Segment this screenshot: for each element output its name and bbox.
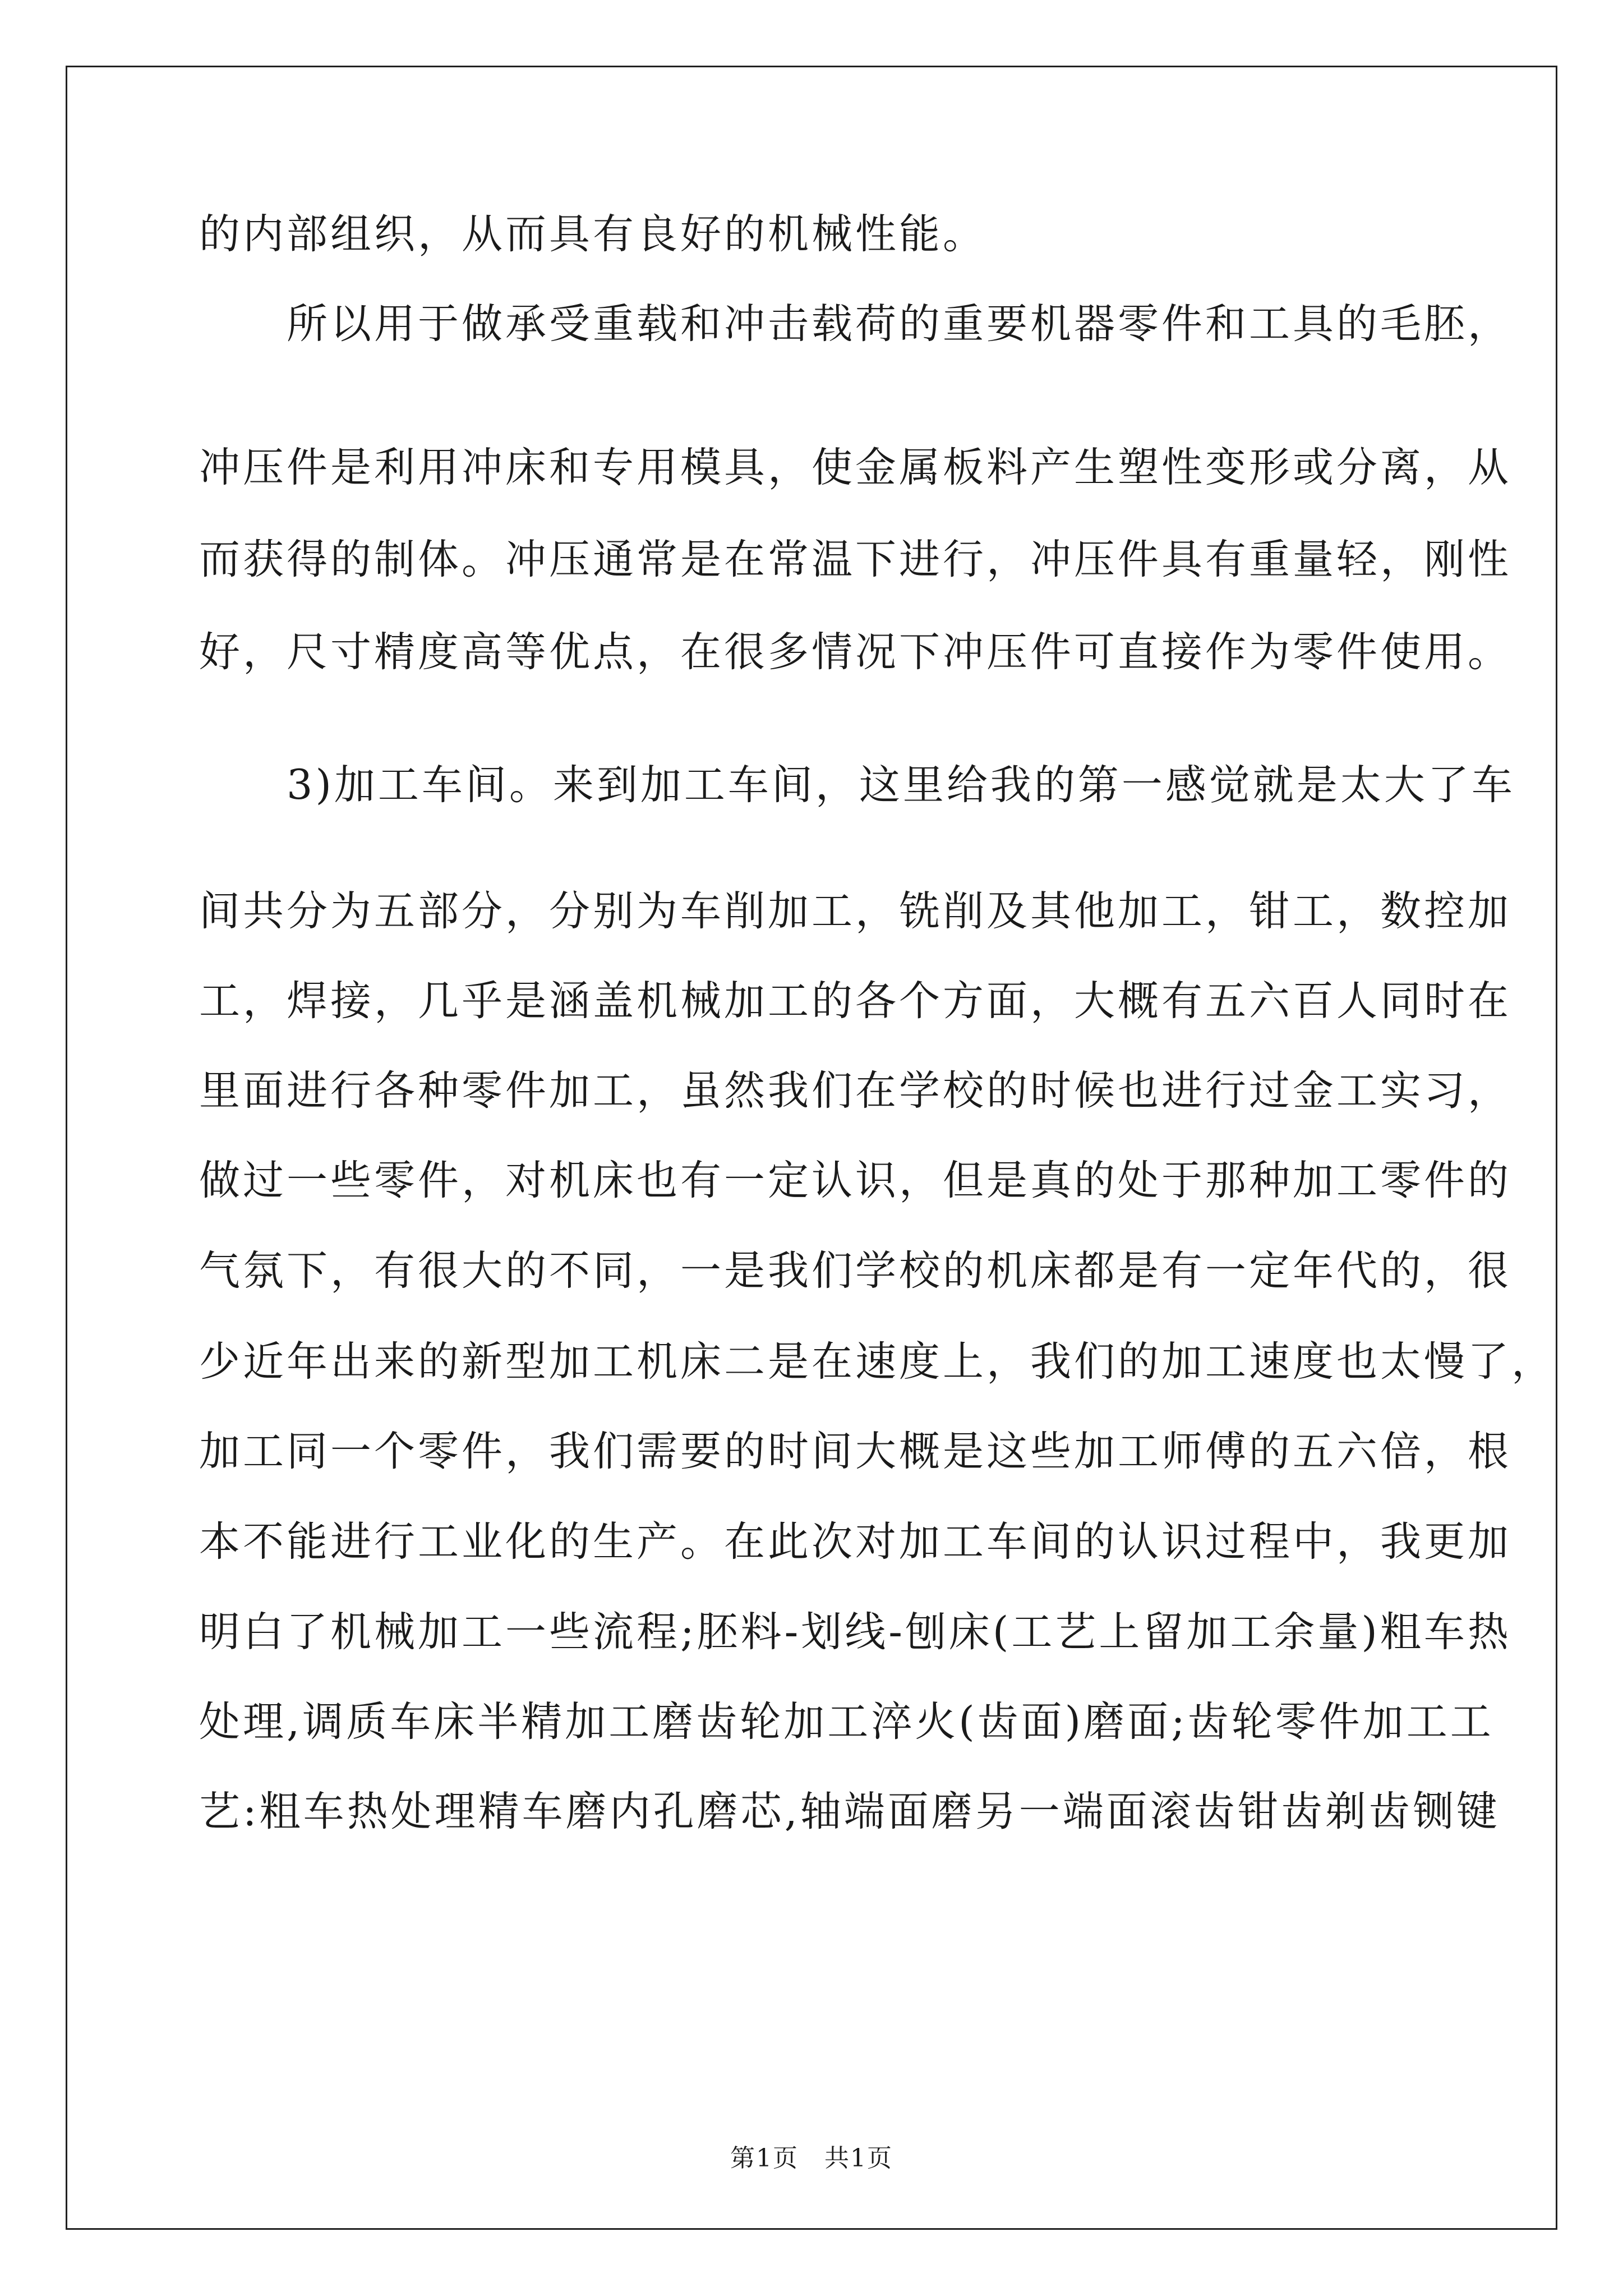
text-line: 3)加工车间。来到加工车间，这里给我的第一感觉就是太大了车 bbox=[199, 761, 1515, 809]
text-line: 里面进行各种零件加工，虽然我们在学校的时候也进行过金工实习， bbox=[199, 1067, 1511, 1115]
text-line: 气氛下，有很大的不同，一是我们学校的机床都是有一定年代的，很 bbox=[199, 1247, 1511, 1295]
text-line: 而获得的制体。冲压通常是在常温下进行，冲压件具有重量轻，刚性 bbox=[199, 536, 1511, 583]
page-border bbox=[66, 66, 1557, 2230]
text-line: 艺:粗车热处理精车磨内孔磨芯,轴端面磨另一端面滚齿钳齿剃齿铡键 bbox=[199, 1788, 1500, 1835]
text-line: 工，焊接，几乎是涵盖机械加工的各个方面，大概有五六百人同时在 bbox=[199, 977, 1511, 1025]
text-line: 的内部组织，从而具有良好的机械性能。 bbox=[199, 210, 986, 258]
text-line: 少近年出来的新型加工机床二是在速度上，我们的加工速度也太慢了， bbox=[199, 1338, 1555, 1386]
text-line: 明白了机械加工一些流程;胚料-划线-刨床(工艺上留加工余量)粗车热 bbox=[199, 1608, 1511, 1656]
text-line: 间共分为五部分，分别为车削加工，铣削及其他加工，钳工，数控加 bbox=[199, 887, 1511, 935]
text-line: 冲压件是利用冲床和专用模具，使金属板料产生塑性变形或分离，从 bbox=[199, 444, 1511, 491]
text-line: 所以用于做承受重载和冲击载荷的重要机器零件和工具的毛胚， bbox=[199, 300, 1511, 348]
text-line: 处理,调质车床半精加工磨齿轮加工淬火(齿面)磨面;齿轮零件加工工 bbox=[199, 1698, 1494, 1746]
text-line: 本不能进行工业化的生产。在此次对加工车间的认识过程中，我更加 bbox=[199, 1518, 1511, 1566]
text-line: 加工同一个零件，我们需要的时间大概是这些加工师傅的五六倍，根 bbox=[199, 1428, 1511, 1475]
text-line: 好，尺寸精度高等优点，在很多情况下冲压件可直接作为零件使用。 bbox=[199, 628, 1511, 676]
text-line: 做过一些零件，对机床也有一定认识，但是真的处于那种加工零件的 bbox=[199, 1157, 1511, 1204]
page-number-footer: 第1页 共1页 bbox=[730, 2144, 893, 2173]
